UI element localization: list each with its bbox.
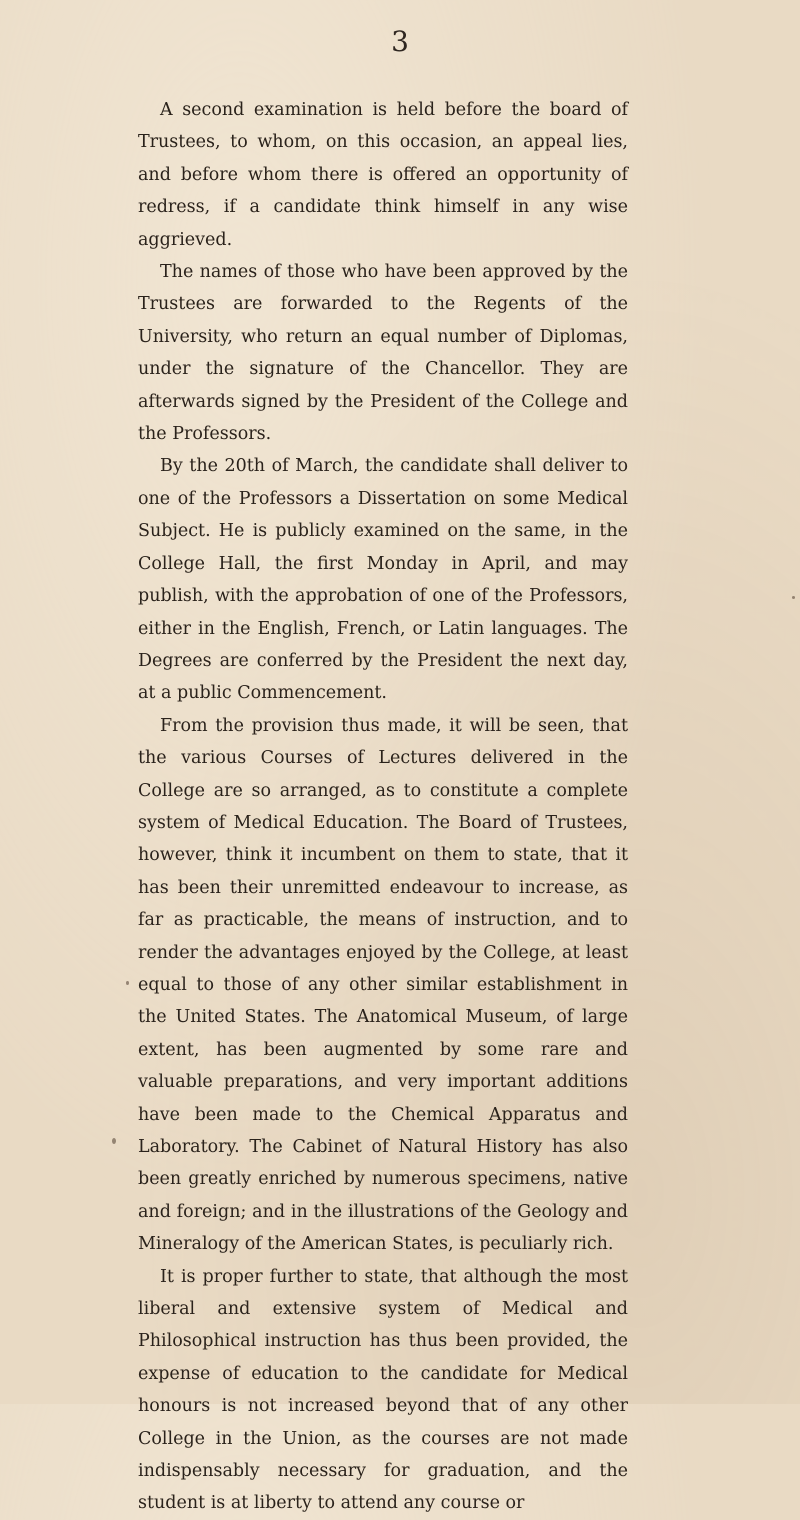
paper-speck [112, 1138, 116, 1144]
paper-speck [126, 981, 129, 985]
paragraph-second-examination: A second examination is held before the board of Trustees, to whom, on this occasion, an appeal lies, and before whom there is offered an opportunity of redress, if a candidate think himself in any wise aggrieved. [138, 100, 628, 250]
paragraph-diplomas: The names of those who have been approved by the Trustees are forwarded to the Regents of the University, who return an equal number of Diplomas, under the signature of the Chancellor. They are afterwards signed by the President of the College and the Professors. [138, 262, 628, 445]
paragraph-courses: From the provision thus made, it will be seen, that the various Courses of Lectures delivered in the College are so arranged, as to constitute a complete system of Medical Education. The Board of Trustees, however, think it incumbent on them to state, that it has been their unremitted endeavour to increase, as far as practicable, the means of instruction, and to render the advantages enjoyed by the College, at least equal to those of any other similar establishment in the United States. The Anatomical Museum, of large extent, has been augmented by some rare and valuable preparations, and very important additions have been made to the Chemical Apparatus and Laboratory. The Cabinet of Natural History has also been greatly enriched by numerous specimens, native and foreign; and in the illustrations of the Geology and Mineralogy of the American States, is peculiarly rich. [138, 715, 628, 1255]
paragraph-dissertation: By the 20th of March, the candidate shall deliver to one of the Professors a Dissertation on some Medical Subject. He is publicly examined on the same, in the College Hall, the first Monday in April, and may publish, with the approbation of one of the Professors, either in the English, French, or Latin languages. The Degrees are conferred by the President the next day, at a public Commencement. [138, 456, 628, 704]
page-number: 3 [391, 25, 409, 58]
paper-speck [792, 596, 795, 599]
paragraph-expense: It is proper further to state, that although the most liberal and extensive system of Medical and Philosophical instruction has thus been provided, the expense of education to the candidate for Medical honours is not increased beyond that of any other College in the Union, as the courses are not made indispensably necessary for graduation, and the student is at liberty to attend any course or [138, 1266, 628, 1514]
body-text [138, 94, 628, 1520]
